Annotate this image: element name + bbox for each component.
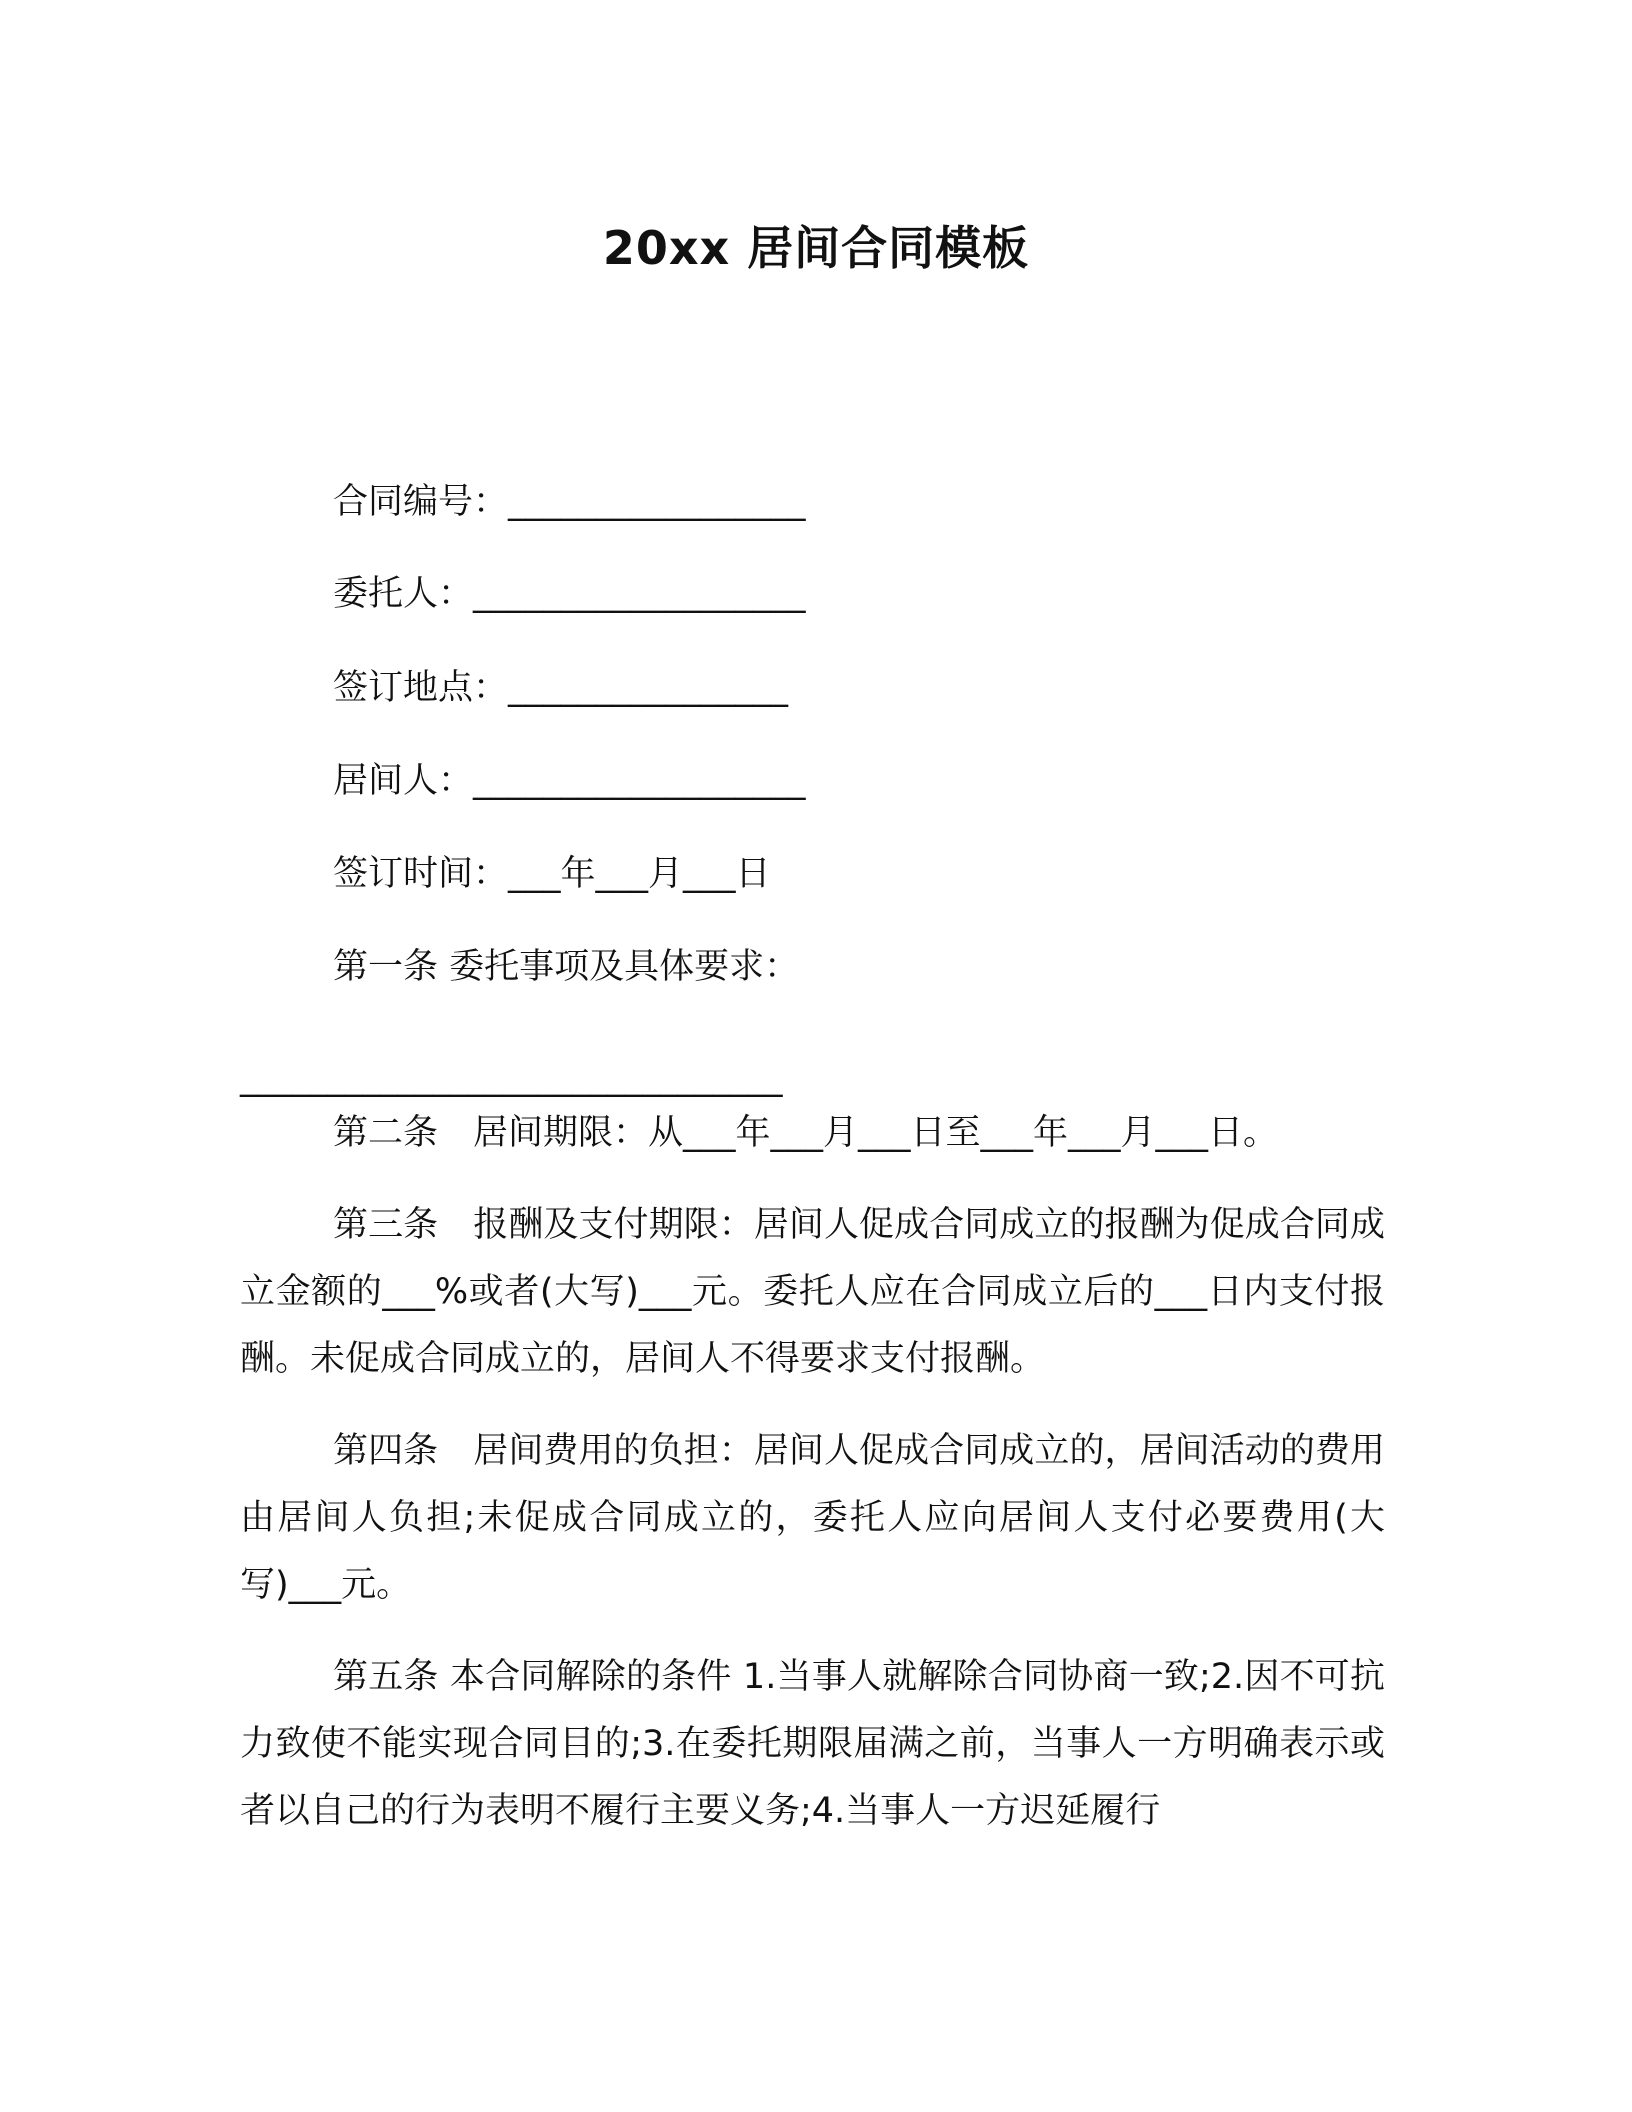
document-title: 20xx 居间合同模板 — [602, 221, 1030, 275]
article-5: 第五条 本合同解除的条件 1.当事人就解除合同协商一致;2.因不可抗力致使不能实现合同目的;3.在委托期限届满之前，当事人一方明确表示或者以自己的行为表明不履行主要义务;4.当事人一方迟延履行 — [240, 1657, 1385, 1831]
article-1-heading: 第一条 委托事项及具体要求： — [333, 947, 800, 987]
client-field: 委托人：___________________ — [333, 574, 806, 614]
article-4: 第四条 居间费用的负担：居间人促成合同成立的，居间活动的费用由居间人负担;未促成合同成立的，委托人应向居间人支付必要费用(大写)___元。 — [240, 1431, 1385, 1605]
article-1-blank-line: _______________________________ — [240, 1058, 783, 1098]
signing-time-field: 签订时间：___年___月___日 — [333, 854, 771, 894]
contract-number-field: 合同编号：_________________ — [333, 482, 806, 522]
signing-place-field: 签订地点：________________ — [333, 668, 789, 708]
intermediary-field: 居间人：___________________ — [333, 761, 806, 801]
article-2: 第二条 居间期限：从___年___月___日至___年___月___日。 — [333, 1113, 1279, 1153]
article-3: 第三条 报酬及支付期限：居间人促成合同成立的报酬为促成合同成立金额的___%或者(大写)___元。委托人应在合同成立后的___日内支付报酬。未促成合同成立的，居间人不得要求支付报酬。 — [240, 1205, 1385, 1379]
